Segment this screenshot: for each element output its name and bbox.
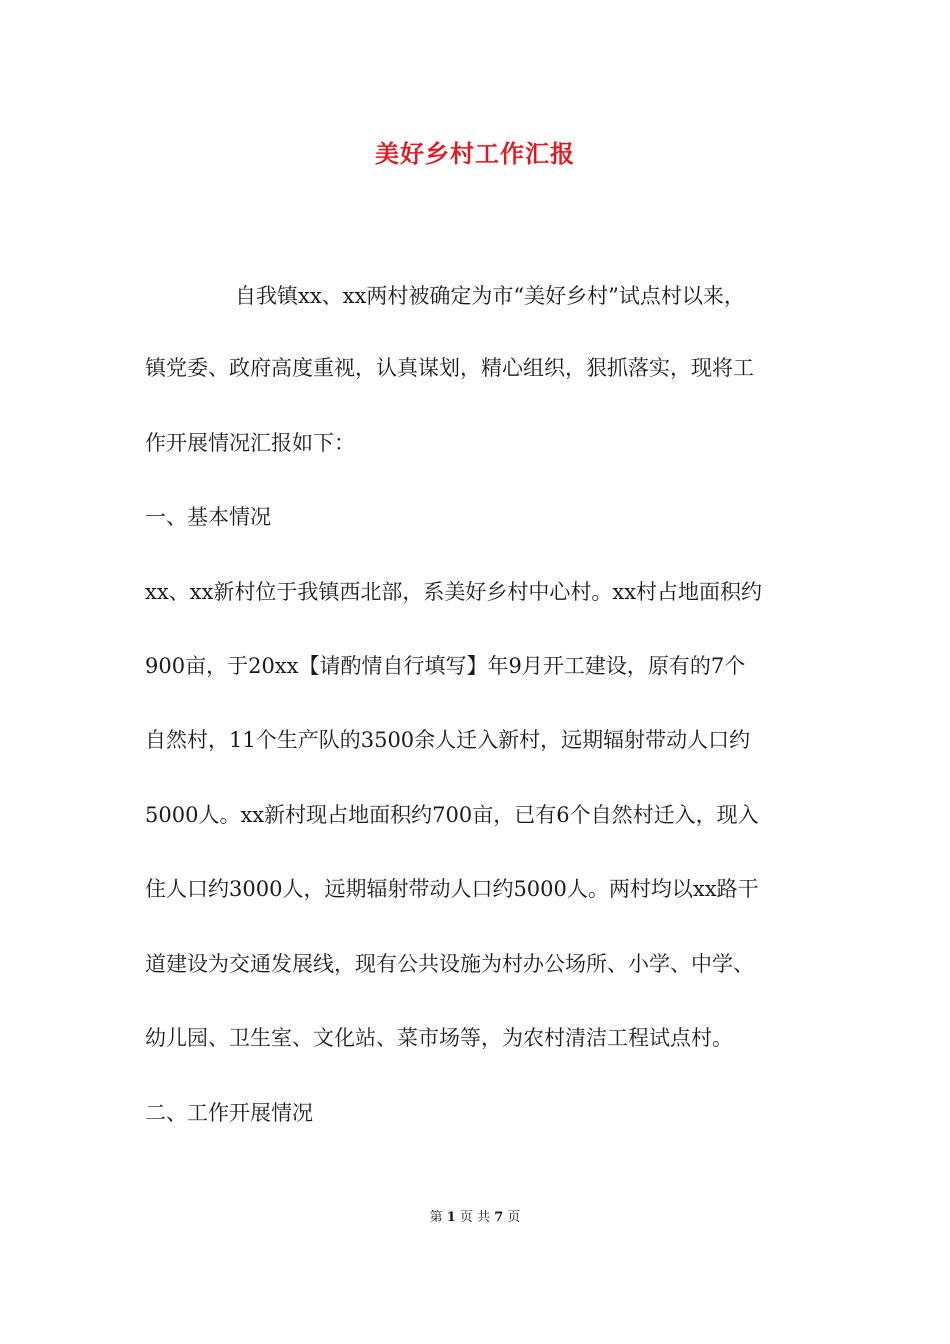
paragraph-line: 900亩，于20xx【请酌情自行填写】年9月开工建设，原有的7个 <box>145 654 746 678</box>
footer-prefix: 第 <box>429 1210 443 1225</box>
section-heading-basic: 一、基本情况 <box>145 505 271 529</box>
paragraph-line: 道建设为交通发展线，现有公共设施为村办公场所、小学、中学、 <box>145 952 754 976</box>
paragraph-line: xx、xx新村位于我镇西北部，系美好乡村中心村。xx村占地面积约 <box>145 580 763 604</box>
paragraph-line: 自我镇xx、xx两村被确定为市“美好乡村”试点村以来， <box>235 284 745 308</box>
footer-total-pages: 7 <box>494 1210 504 1225</box>
footer-middle: 页 共 <box>459 1210 491 1225</box>
paragraph-line: 住人口约3000人，远期辐射带动人口约5000人。两村均以xx路干 <box>145 877 759 901</box>
section-heading-progress: 二、工作开展情况 <box>145 1101 313 1125</box>
document-title: 美好乡村工作汇报 <box>375 139 575 168</box>
footer-suffix: 页 <box>507 1210 521 1225</box>
paragraph-line: 镇党委、政府高度重视，认真谋划，精心组织，狠抓落实，现将工 <box>145 356 754 380</box>
paragraph-line: 5000人。xx新村现占地面积约700亩，已有6个自然村迁入，现入 <box>145 803 759 827</box>
paragraph-line: 作开展情况汇报如下： <box>145 431 355 455</box>
page-footer <box>0 1208 950 1228</box>
paragraph-line: 自然村，11个生产队的3500余人迁入新村，远期辐射带动人口约 <box>145 728 751 752</box>
paragraph-line: 幼儿园、卫生室、文化站、菜市场等，为农村清洁工程试点村。 <box>145 1026 733 1050</box>
footer-page-number: 1 <box>446 1210 456 1225</box>
